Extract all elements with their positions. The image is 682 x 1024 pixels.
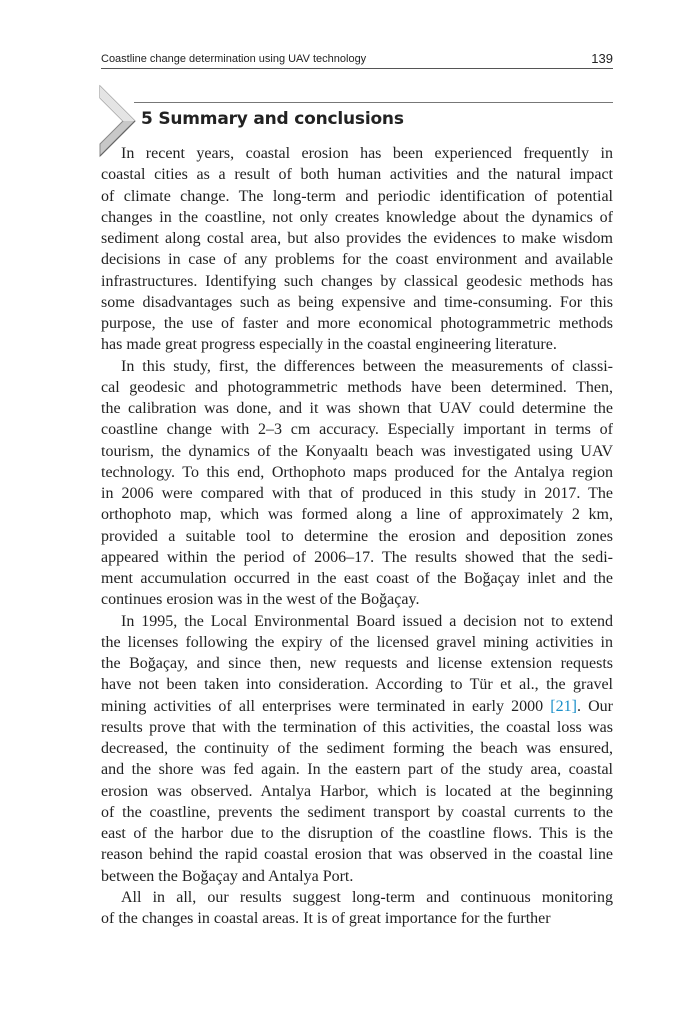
running-header: [101, 52, 613, 69]
text-line: [101, 228, 613, 249]
text-line: [101, 292, 613, 313]
text-line-content: the licenses following the expiry of the licensed gravel mining activities in: [101, 633, 613, 651]
text-line-content: of climate change. The long-term and periodic identification of potential: [101, 187, 613, 205]
text-line-content: of the coastline, prevents the sediment transport by coastal currents to the: [101, 803, 613, 821]
text-line-content: ment accumulation occurred in the east coast of the Boğaçay inlet and the: [101, 570, 613, 587]
text-line-content: coastal cities as a result of both human activities and the natural impact: [101, 166, 613, 184]
text-line: [101, 759, 613, 780]
text-line-content: have not been taken into consideration. According to Tür et al., the gravel: [101, 676, 613, 694]
text-line-content: the Boğaçay, and since then, new requests and license extension requests: [101, 655, 613, 672]
text-line: [101, 398, 613, 419]
text-line: [101, 632, 613, 653]
text-line: [101, 547, 613, 568]
running-title: Coastline change determination using UAV technology: [101, 53, 367, 65]
text-line-content: erosion was observed. Antalya Harbor, which is located at the beginning: [101, 782, 613, 800]
text-line: [101, 271, 613, 292]
text-line: [101, 589, 613, 610]
text-line-content: decisions in case of any problems for the coast environment and available: [101, 251, 613, 269]
text-line: [101, 249, 613, 270]
text-line: [101, 781, 613, 802]
text-line: [101, 887, 613, 908]
text-line: [101, 568, 613, 589]
text-line: [101, 356, 613, 377]
text-line-content: reason behind the rapid coastal erosion that was observed in the coastal line: [101, 846, 613, 864]
text-line: [101, 207, 613, 228]
text-line: [101, 908, 613, 929]
text-line: [101, 611, 613, 632]
text-line-content: results prove that with the termination of this activities, the coastal loss was: [101, 718, 613, 736]
text-line: [101, 441, 613, 462]
text-after-citation: . Our: [576, 697, 614, 715]
text-line-content: decreased, the continuity of the sediment forming the beach was ensured,: [101, 740, 613, 757]
text-line-content: coastline change with 2–3 cm accuracy. Especially important in terms of: [101, 421, 613, 439]
text-line-content: continues erosion was in the west of the Boğaçay.: [101, 591, 420, 609]
text-line-content: sediment along costal area, but also provides the evidences to make wisdom: [101, 230, 613, 247]
text-line: [101, 696, 613, 717]
page-number: 139: [591, 51, 613, 66]
text-line: [101, 823, 613, 844]
citation-link[interactable]: [21]: [550, 697, 577, 715]
body-text: [101, 143, 613, 929]
text-line-content: In recent years, coastal erosion has been experienced frequently in: [121, 145, 613, 162]
text-line: [101, 186, 613, 207]
text-line-content: purpose, the use of faster and more economical photogrammetric methods: [101, 315, 613, 332]
text-line: [101, 504, 613, 525]
text-line: [101, 802, 613, 823]
text-line-content: mining activities of all enterprises were terminated in early 2000: [101, 697, 544, 715]
text-line-content: In this study, first, the differences between the measurements of classi-: [121, 357, 613, 375]
text-line-content: between the Boğaçay and Antalya Port.: [101, 867, 354, 885]
text-line-content: All in all, our results suggest long-term and continuous monitoring: [121, 888, 613, 906]
text-line-content: east of the harbor due to the disruption of the coastline flows. This is the: [101, 825, 613, 842]
text-line: [101, 844, 613, 865]
text-line-content: In 1995, the Local Environmental Board issued a decision not to extend: [121, 612, 613, 630]
text-line-content: orthophoto map, which was formed along a line of approximately 2 km,: [101, 506, 613, 524]
text-line: [101, 717, 613, 738]
text-line-content: appeared within the period of 2006–17. The results showed that the sedi-: [101, 548, 613, 566]
text-line-content: infrastructures. Identifying such changes by classical geodesic methods has: [101, 272, 613, 290]
text-line-content: the calibration was done, and it was shown that UAV could determine the: [101, 400, 613, 417]
text-line: [101, 377, 613, 398]
text-line: [101, 866, 613, 887]
text-line: [101, 313, 613, 334]
text-line-content: cal geodesic and photogrammetric methods have been determined. Then,: [101, 378, 613, 396]
text-line-content: technology. To this end, Orthophoto maps produced for the Antalya region: [101, 463, 613, 481]
text-line: [101, 419, 613, 440]
text-line-content: of the changes in coastal areas. It is of great importance for the further: [101, 910, 551, 927]
text-line-content: provided a suitable tool to determine the erosion and deposition zones: [101, 527, 613, 545]
text-line: [101, 462, 613, 483]
text-line-content: changes in the coastline, not only creates knowledge about the dynamics of: [101, 208, 613, 226]
text-line: [101, 334, 613, 355]
text-line: [101, 483, 613, 504]
text-line-content: tourism, the dynamics of the Konyaaltı beach was investigated using UAV: [101, 442, 613, 460]
text-line: [101, 653, 613, 674]
text-line: [101, 526, 613, 547]
text-line: [101, 143, 613, 164]
text-line: [101, 738, 613, 759]
text-line-content: some disadvantages such as being expensive and time-consuming. For this: [101, 293, 613, 311]
text-line: [101, 164, 613, 185]
text-line: [101, 674, 613, 695]
section-heading: 5 Summary and conclusions: [141, 109, 404, 129]
text-line-content: and the shore was fed again. In the eastern part of the study area, coastal: [101, 761, 613, 779]
text-line-content: has made great progress especially in the coastal engineering literature.: [101, 336, 557, 354]
section-rule: [134, 102, 613, 103]
text-line-content: in 2006 were compared with that of produced in this study in 2017. The: [101, 485, 613, 502]
